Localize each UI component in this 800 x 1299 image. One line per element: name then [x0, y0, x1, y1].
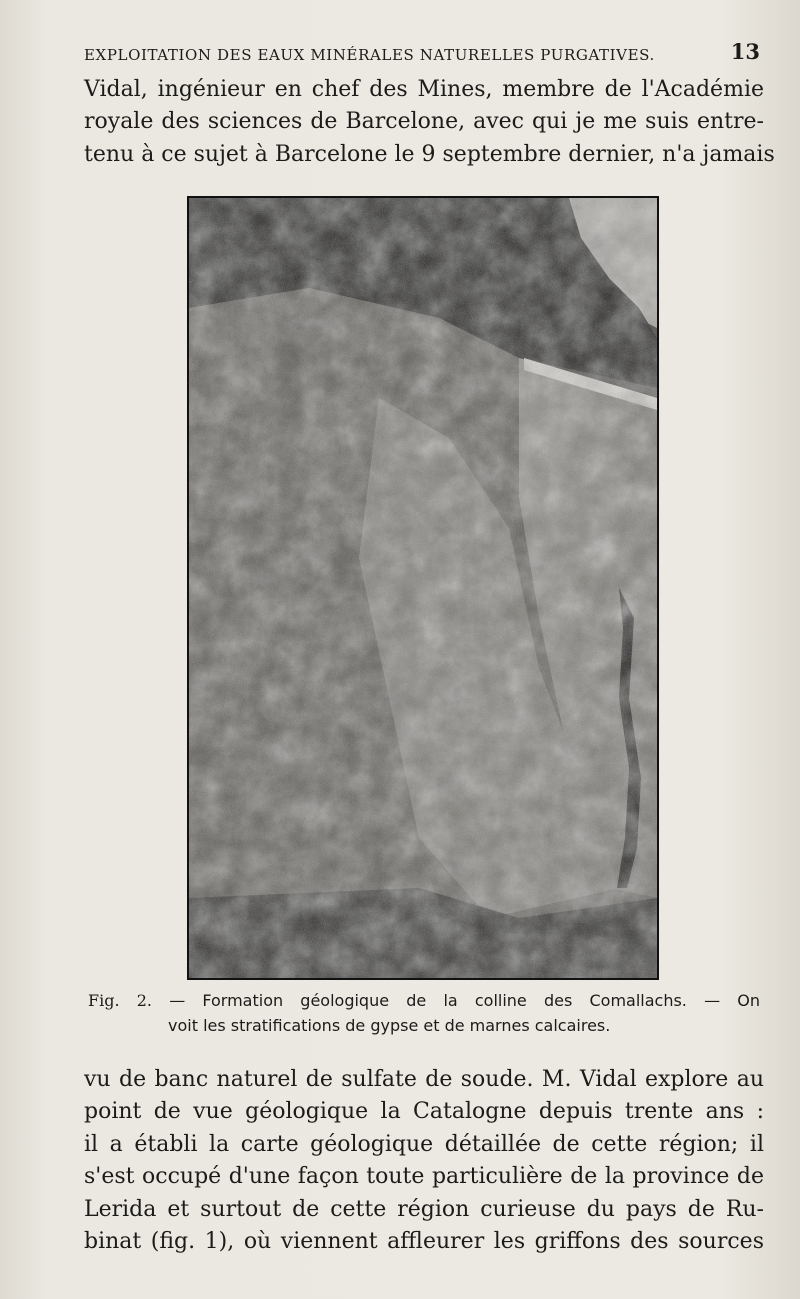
text-line: s'est occupé d'une façon toute particulière de la province de: [84, 1164, 764, 1190]
text-line: binat (fig. 1), où viennent affleurer les griffons des sources: [84, 1229, 764, 1255]
text-line: il a établi la carte géologique détaillée de cette région; il: [84, 1131, 764, 1157]
figure-caption: [88, 988, 760, 1038]
page-number: 13: [730, 39, 760, 64]
geological-formation-photo: [189, 198, 657, 978]
body-text-top: [84, 74, 775, 171]
caption-line: voit les stratifications de gypse et de marnes calcaires.: [168, 1016, 611, 1035]
text-line: tenu à ce sujet à Barcelone le 9 septembre dernier, n'a jamais: [84, 141, 775, 167]
text-line: point de vue géologique la Catalogne depuis trente ans :: [84, 1099, 764, 1125]
caption-line: [88, 988, 760, 1013]
caption-text: — Formation géologique de la colline des Comallachs. — On: [169, 991, 760, 1010]
figure-label: Fig. 2.: [88, 991, 152, 1010]
text-line: Vidal, ingénieur en chef des Mines, membre de l'Académie: [84, 77, 764, 102]
running-title: EXPLOITATION DES EAUX MINÉRALES NATURELLES PURGATIVES.: [84, 46, 655, 64]
body-text-bottom: [84, 1064, 764, 1258]
text-line: vu de banc naturel de sulfate de soude. M. Vidal explore au: [84, 1067, 764, 1092]
running-head: [84, 36, 760, 64]
text-line: Lerida et surtout de cette région curieuse du pays de Ru-: [84, 1196, 764, 1222]
figure-photograph: [187, 196, 659, 980]
text-line: royale des sciences de Barcelone, avec qui je me suis entre-: [84, 109, 764, 135]
